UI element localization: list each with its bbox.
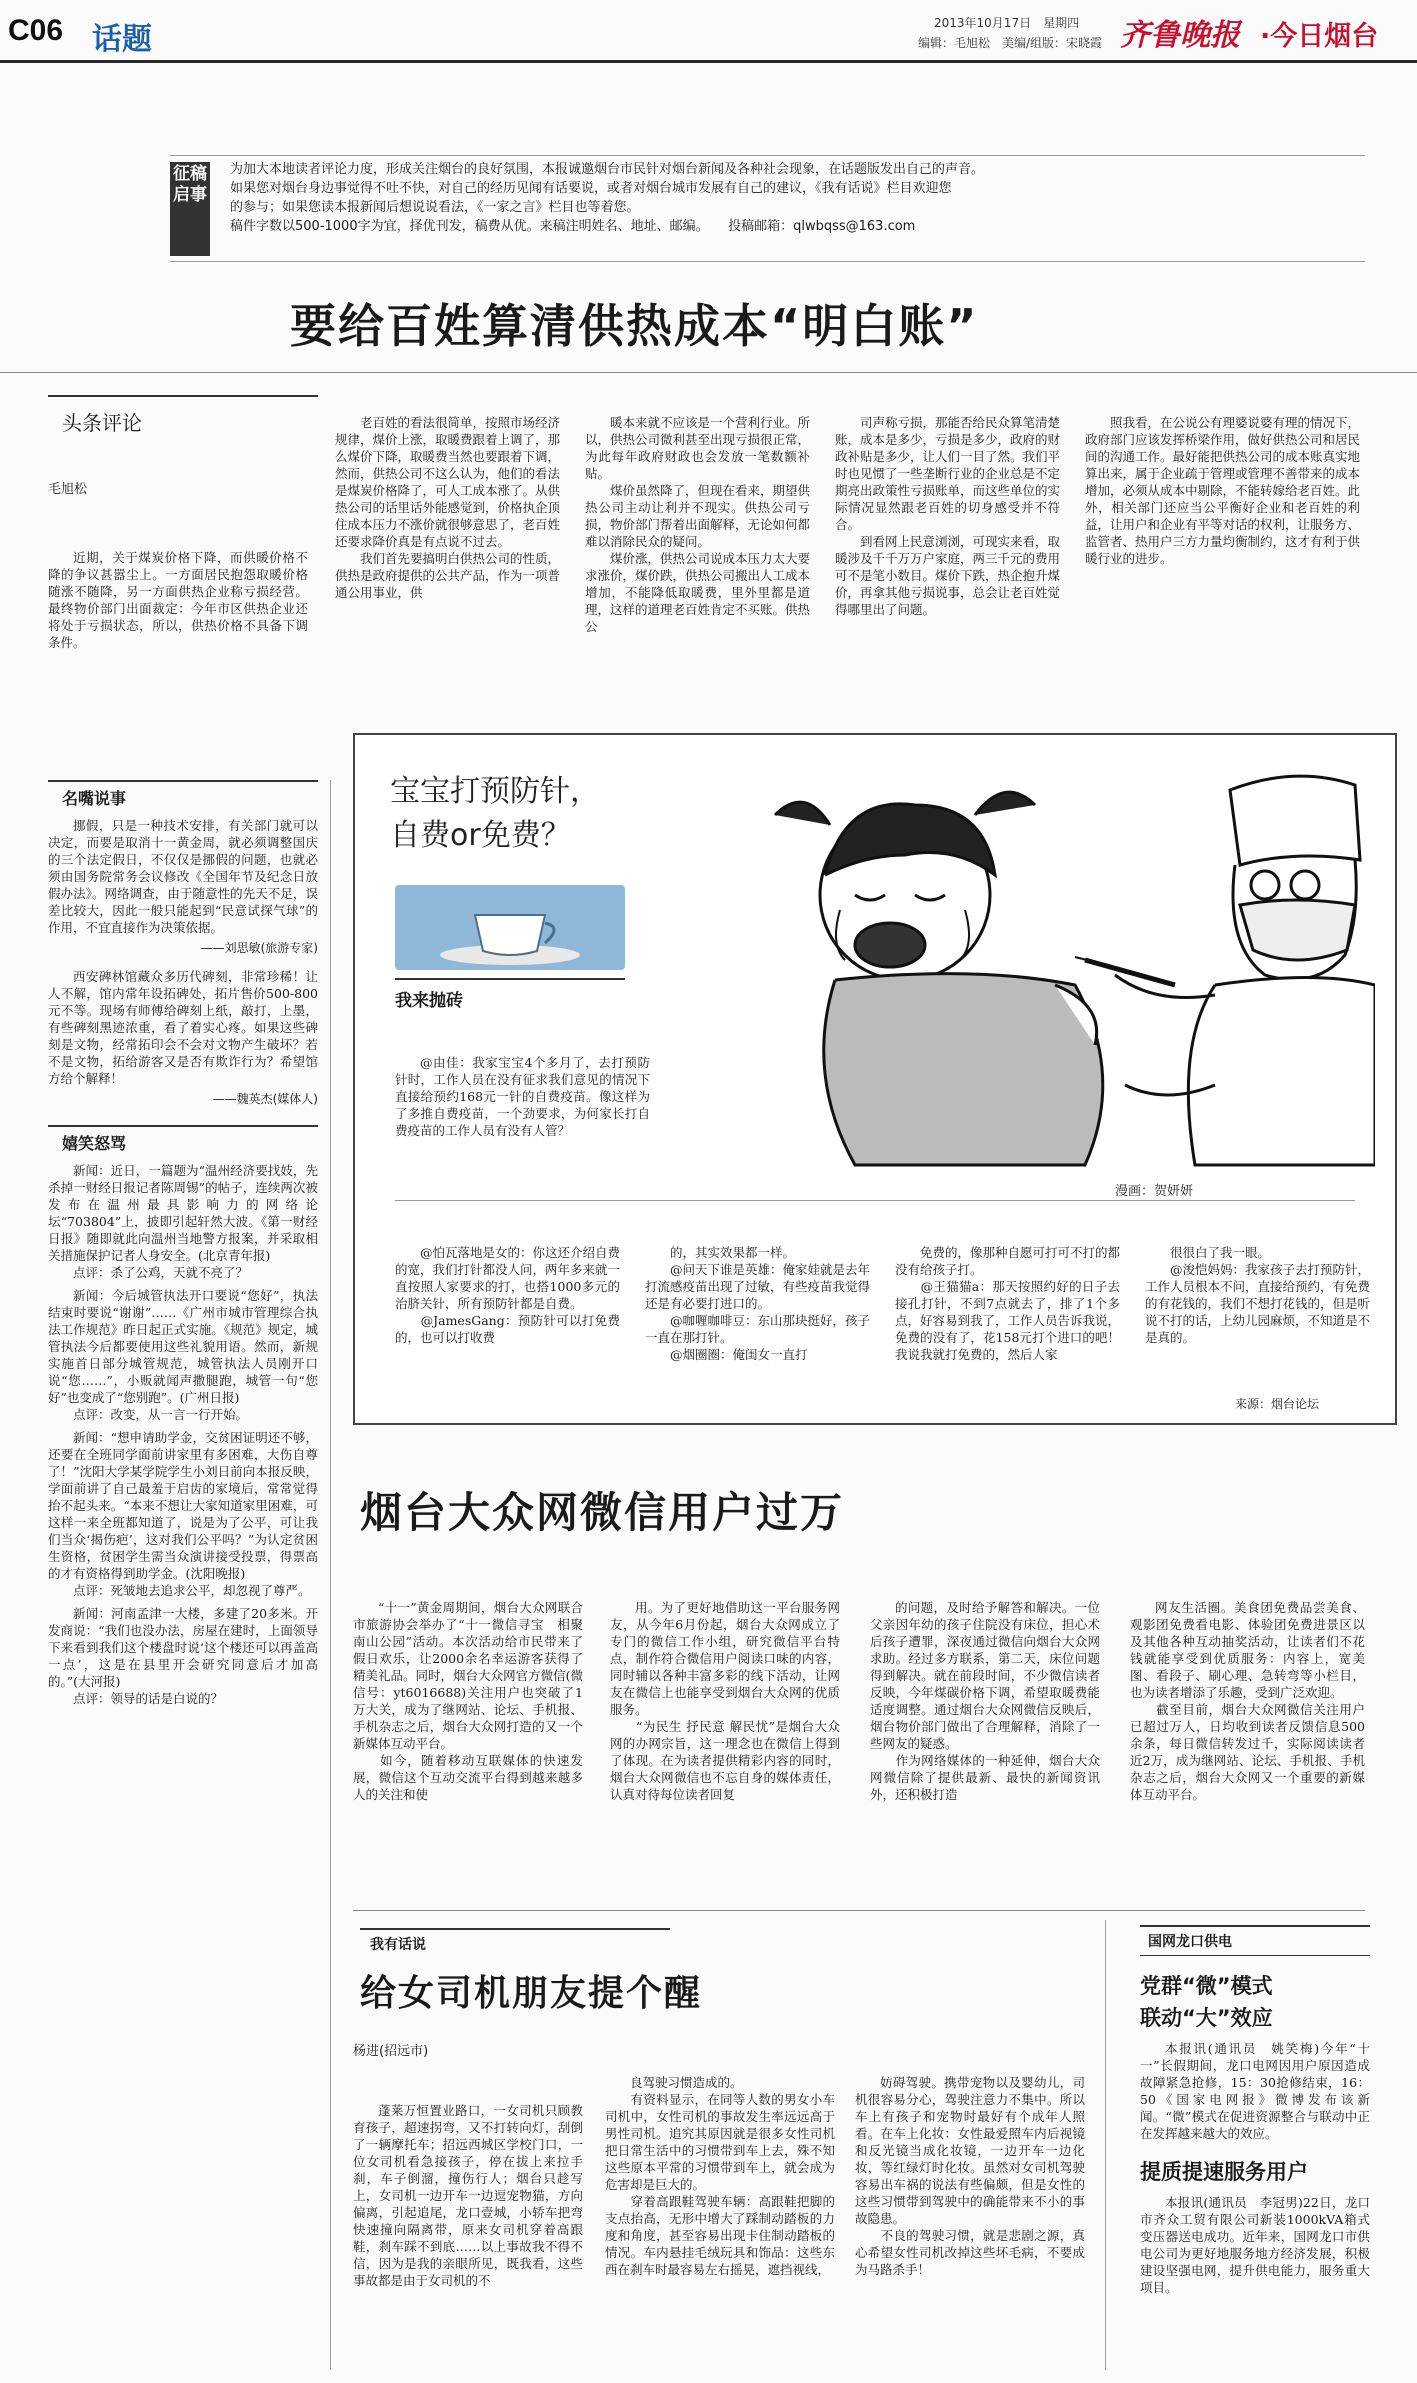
wechat-title: 烟台大众网微信用户过万 bbox=[360, 1488, 845, 1537]
mingzui-text-2: 西安碑林馆藏众多历代碑刻，非常珍稀！让人不解，馆内常年设拓碑处，拓片售价500-800元不等。现场有师傅给碑刻上纸，敲打，上墨，有些碑刻黑迹浓重，看了着实心疼。如果这些碑刻是文物，经常拓印会不会对文物产生破坏？若不是文物，拓给游客又是否有欺诈行为？希望馆方给个解释！ bbox=[48, 969, 318, 1086]
xixiao-news-1: 新闻：近日，一篇题为“温州经济要找妓，先杀掉一财经日报记者陈周锡”的帖子，连续两次被发布在温州最具影响力的网络论坛“703804”上，披即引起轩然大波。《第一财经日报》随即就此向温州当地警方报案，并采取相关措施保护记者人身安全。(北京青年报) bbox=[48, 1163, 318, 1263]
notice-line: 稿件字数以500-1000字为宜，择优刊发，稿费从优。来稿注明姓名、地址、邮编。 投稿邮箱：qlwbqss@163.com bbox=[230, 219, 916, 234]
vaccination-cartoon bbox=[655, 745, 1375, 1225]
paper-name: 齐鲁晚报 bbox=[1120, 18, 1240, 53]
lead-title-rule bbox=[0, 372, 1417, 373]
notice-line: 的参与；如果您读本报新闻后想说说看法，《一家之言》栏目也等着您。 bbox=[230, 200, 640, 215]
teacup-icon bbox=[395, 885, 625, 970]
comments-col-1: @怕瓦落地是女的：你这还介绍自费的宽，我们打针都没人问，两年多来就一直按照人家要求的打，也搭1000多元的治脐关针，所有预防针都是自费。 @JamesGang：预防针可以打免费的，也可以打收费 bbox=[395, 1245, 620, 1345]
comments-col-3: 免费的，像那种自愿可打可不打的都没有给孩子打。 @王猫猫a：那天按照约好的日子去接孔打针，不到7点就去了，排了1个多点，好容易到我了，工作人员告诉我说，免费的没有了，花158元打个进口的吧！我说我就打免费的，然后人家 bbox=[895, 1245, 1120, 1362]
wechat-rule bbox=[353, 1910, 1365, 1911]
page-number: C06 bbox=[8, 14, 64, 47]
comments-source: 来源：烟台论坛 bbox=[1235, 1397, 1320, 1411]
cartoon-bottom-rule bbox=[395, 1200, 1355, 1201]
left-rail-divider bbox=[330, 780, 331, 2370]
comments-col-4: 很很白了我一眼。 @浚恺妈妈：我家孩子去打预防针，工作人员根本不问，直接给预约，有免费的有花钱的，我们不想打花钱的，但是听说不打的话，上幼儿园麻烦，不知道是不是真的。 bbox=[1145, 1245, 1370, 1345]
cartoon-title: 宝宝打预防针， 自费or免费？ bbox=[390, 774, 600, 853]
driver-author: 杨进(招远市) bbox=[353, 2044, 429, 2059]
power-box bbox=[1140, 1925, 1370, 2296]
lead-col-2: 老百姓的看法很简单，按照市场经济规律，煤价上涨，取暖费跟着上调了，那么煤价下降，取暖费当然也要跟着下调，然而，供热公司不这么认为，他们的看法是煤炭价格降了，可人工成本涨了。从供热公司的话里话外能感觉到，价格执企顶住成本压力不涨价就很够意思了，老百姓还要求降价真是有点说不过去。 我们首先要搞明白供热公司的性质，供热是政府提供的公共产品，作为一项普通公用事业，供 bbox=[335, 415, 560, 600]
xixiao-comment-2: 点评：改变，从一言一行开始。 bbox=[73, 1407, 249, 1422]
driver-col-1: 蓬莱万恒置业路口，一女司机只顾教育孩子，超速拐弯，又不打转向灯，刮倒了一辆摩托车；招远西城区学校门口，一位女司机看急接孩子，停在拔上来拉手刹，车子倒溜，撞伤行人；烟台只趁写上，女司机一边开车一边逗宠物猫，方向偏离，引起追尾，龙口壹城，小轿车把弯快速撞向隔离带，原来女司机穿着高跟鞋，刹车踩不到底……以上事故我不得不信，因为是我的亲眼所见，既我看，这些事故都是由于女司机的不 bbox=[353, 2103, 583, 2288]
wechat-col-4: 网友生活圈。美食团免费品尝美食、观影团免费看电影、体验团免费进景区以及其他各种互动抽奖活动，让读者们不花钱就能享受到优质服务：内容上，宽美图、看段子、刷心理、急转弯等小栏目，也为读者增添了乐趣，受到广泛欢迎。 截至目前，烟台大众网微信关注用户已超过万人，日均收到读者反馈信息500余条，每日微信转发过千，实际阅读读者近2万，成为继网站、论坛、手机报、手机杂志之后，烟台大众网又一个重要的新媒体互动平台。 bbox=[1130, 1600, 1365, 1802]
left-rail bbox=[48, 780, 318, 1707]
issue-date: 2013年10月17日 星期四 bbox=[934, 16, 1080, 30]
driver-col-3: 妨碍驾驶。携带宠物以及婴幼儿，司机很容易分心，驾驶注意力不集中。所以车上有孩子和宠物时最好有个成年人照看。在车上化妆：女性最爱照车内后视镜和反光镜当成化妆镜，一边开车一边化妆，等红绿灯时化妆。虽然对女司机驾驶容易出车祸的说法有些偏颇，但是女性的这些习惯带到驾驶中的确能带来不小的事故隐患。 不良的驾驶习惯，就是悲剧之源，真心希望女性司机改掉这些坏毛病，不要成为马路杀手！ bbox=[855, 2075, 1085, 2277]
xixiao-comment-1: 点评：杀了公鸡，天就不亮了？ bbox=[73, 1265, 249, 1280]
edition-label: 今日烟台 bbox=[1270, 21, 1379, 52]
wechat-col-1: “十一”黄金周期间，烟台大众网联合市旅游协会举办了“十一微信寻宝 相聚南山公园”活动。本次活动给市民带来了假日欢乐，让2000余名幸运游客获得了精美礼品。同时，烟台大众网官方微信(微信号：yt6016688)关注用户也突破了1万大关，成为了继网站、论坛、手机报、手机杂志之后，烟台大众网打造的又一个新媒体互动平台。 如今，随着移动互联媒体的快速发展，微信这个互动交流平台得到越来越多人的关注和使 bbox=[353, 1600, 583, 1802]
lead-col-3: 暖本来就不应该是一个营利行业。所以，供热公司微利甚至出现亏损很正常，为此每年政府财政也会发放一笔数额补贴。 煤价虽然降了，但现在看来，期望供热公司主动让利并不现实。供热公司亏损，物价部门帮着出面解释，无论如何都难以消除民众的疑问。 煤价涨，供热公司说成本压力太大要求涨价，煤价跌，供热公司搬出人工成本增加，不能降低取暖费，里外里都是道理，这样的道理老百姓肯定不买账。供热公 bbox=[585, 415, 810, 634]
edition-name: ·今日烟台 bbox=[1260, 21, 1379, 52]
driver-tag: 我有话说 bbox=[360, 1928, 670, 1954]
notice-line: 如果您对烟台身边事觉得不吐不快，对自己的经历见闻有话要说，或者对烟台城市发展有自己的建议，《我有话说》栏目欢迎您 bbox=[230, 181, 952, 196]
power-para-2: 本报讯(通讯员 李冠男)22日，龙口市齐众工贸有限公司新装1000kVA箱式变压器送电成功。近年来，国网龙口市供电公司为更好地服务地方经济发展，积极建设坚强电网，提升供电能力，服务重大项目。 bbox=[1140, 2195, 1370, 2295]
xixiao-comment-4: 点评：领导的话是白说的？ bbox=[73, 1691, 224, 1706]
comments-col-2: 的，其实效果都一样。 @问天下谁是英雄：俺家娃就是去年打流感疫苗出现了过敏，有些疫苗我觉得还是有必要打进口的。 @咖喱咖啡豆：东山那块挺好，孩子一直在那打针。 @烟圈圈：俺闺女一直打 bbox=[645, 1245, 870, 1362]
notice-line: 为加大本地读者评论力度，形成关注烟台的良好氛围，本报诚邀烟台市民针对烟台新闻及各种社会现象，在话题版发出自己的声音。 bbox=[230, 162, 985, 177]
cartoon-subhead: 我来抛砖 bbox=[395, 978, 625, 1011]
xixiao-news-4: 新闻：河南孟津一大楼，多建了20多米。开发商说：“我们也没办法，房屋在建时，上面领导下来看到我们这个楼盘时说‘这个楼还可以再盖高一点’，这是在县里开会研究同意后才加高的。”(大河报) bbox=[48, 1606, 318, 1689]
cartoon-credit: 漫画：贺妍妍 bbox=[1115, 1184, 1194, 1199]
wechat-col-3: 的问题，及时给予解答和解决。一位父亲因年幼的孩子住院没有床位，担心术后孩子遭罪，深夜通过微信向烟台大众网求助。经过多方联系，第二天，床位问题得到解决。就在前段时间，不少微信读者反映，今年煤碳价格下调，希望取暖费能适度调整。通过烟台大众网微信反映后，烟台物价部门做出了合理解释，消除了一些网友的疑惑。 作为网络媒体的一种延伸，烟台大众网微信除了提供最新、最快的新闻资讯外，还积极打造 bbox=[870, 1600, 1100, 1802]
cartoon-box bbox=[353, 733, 1397, 1425]
xixiao-news-3: 新闻：“想申请助学金，交贫困证明还不够，还要在全班同学面前讲家里有多困难，大伤自尊了！”沈阳大学某学院学生小刘日前向本报反映，学面前讲了自己最羞于启齿的家境后，常常觉得抬不起头来。“本来不想让大家知道家里困难，可这样一来全班都知道了，说是为了公平，可让我们当众‘揭伤疤’，这对我们公平吗？”为认定贫困生资格，贫困学生需当众演讲接受投票，得票高的才有资格得到助学金。(沈阳晚报) bbox=[48, 1430, 318, 1581]
driver-divider bbox=[1105, 1920, 1106, 2370]
teacup-illustration bbox=[395, 885, 625, 970]
power-head-1: 党群“微”模式 联动“大”效应 bbox=[1140, 1974, 1273, 2030]
power-tag: 国网龙口供电 bbox=[1140, 1925, 1370, 1956]
mingzui-text-1: 挪假，只是一种技术安排，有关部门就可以决定，而要是取消十一黄金周，就必须调整国庆的三个法定假日，不仅仅是挪假的问题，也就必须由国务院常务会议修改《全国年节及纪念日放假办法》。网络调查，由于随意性的先天不足，误差比较大，因此一般只能起到“民意试探气球”的作用，不宜直接作为决策依据。 bbox=[48, 818, 318, 935]
driver-title: 给女司机朋友提个醒 bbox=[360, 1973, 703, 2014]
notice-box bbox=[170, 155, 1365, 262]
lead-column-tag bbox=[48, 395, 318, 436]
cartoon-intro: @由佳：我家宝宝4个多月了，去打预防针时，工作人员在没有征求我们意见的情况下直接给预约168元一针的自费疫苗。像这样为了多推自费疫苗，一个劲要求，为何家长打自费疫苗的工作人员有没有人管？ bbox=[395, 1055, 650, 1138]
notice-label: 征稿启事 bbox=[170, 162, 210, 256]
lead-col-5: 照我看，在公说公有理婆说婆有理的情况下，政府部门应该发挥桥梁作用，做好供热公司和居民间的沟通工作。最好能把供热公司的成本账真实地算出来，属于企业疏于管理或管理不善带来的成本增加，必须从成本中剔除，不能转嫁给老百姓。此外，相关部门还应当公平衡好企业和老百姓的利益，让用户和企业有平等对话的权利，让服务方、监管者、热用户三方力量均衡制约，这才有利于供暖行业的进步。 bbox=[1085, 415, 1360, 566]
xixiao-news-2: 新闻：今后城管执法开口要说“您好”，执法结束时要说“谢谢”……《广州市城市管理综合执法工作规范》昨日起正式实施。《规范》规定，城管执法今后都要使用这些礼貌用语。然而，新规实施首日部分城管规范，城管执法人员刚开口说“您……”，小贩就闻声撒腿跑，城管一句“您好”也变成了“您别跑”。(广州日报) bbox=[48, 1288, 318, 1405]
xixiao-comment-3: 点评：死皱地去追求公平，却忽视了尊严。 bbox=[73, 1583, 311, 1598]
lead-title: 要给百姓算清供热成本“明白账” bbox=[290, 299, 979, 353]
xixiao-title: 嬉笑怒骂 bbox=[48, 1125, 318, 1154]
editors-line: 编辑：毛旭松 美编/组版：宋晓霞 bbox=[918, 36, 1103, 50]
lead-col-4: 司声称亏损，那能否给民众算笔清楚账，成本是多少，亏损是多少，政府的财政补贴是多少，让人们一目了然。我们平时也见惯了一些垄断行业的企业总是不定期亮出政策性亏损账单，而这些单位的实际情况显然跟老百姓的切身感受并不符合。 到看网上民意浏浏，可现实来看，取暖涉及千千万万户家庭，两三千元的费用可不是笔小数目。煤价下跌，热企抱升煤价，再拿其他亏损说事，总会让老百姓觉得哪里出了问题。 bbox=[835, 415, 1060, 617]
lead-author: 毛旭松 bbox=[48, 482, 88, 497]
header-rule bbox=[0, 60, 1417, 63]
power-para-1: 本报讯(通讯员 姚笑梅)今年“十一”长假期间，龙口电网因用户原因造成故障紧急抢修，15：30抢修结束，16：50《国家电网报》微博发布该新闻。“微”模式在促进资源整合与联动中正在发挥越来越大的效应。 bbox=[1140, 2041, 1370, 2141]
lead-column-label: 头条评论 bbox=[62, 411, 142, 435]
lead-col-1: 近期，关于煤炭价格下降，而供暖价格不降的争议甚嚣尘上。一方面居民抱怨取暖价格随涨不随降，另一方面供热企业称亏损经营。最终物价部门出面裁定：今年市区供热企业还将处于亏损状态，所以，供热价格不具备下调条件。 bbox=[48, 550, 308, 650]
notice-text bbox=[230, 160, 1360, 236]
section-name: 话题 bbox=[92, 22, 152, 57]
page-header bbox=[0, 0, 1417, 60]
mingzui-sig-2: ——魏英杰(媒体人) bbox=[212, 1092, 318, 1106]
paper-logo bbox=[1120, 10, 1240, 54]
mingzui-title: 名嘴说事 bbox=[48, 780, 318, 809]
mingzui-sig-1: ——刘思敏(旅游专家) bbox=[200, 941, 318, 955]
driver-col-2: 良驾驶习惯造成的。 有资料显示，在同等人数的男女小车司机中，女性司机的事故发生率远远高于男性司机。追究其原因就是很多女性司机把日常生活中的习惯带到车上去，殊不知这些原本平常的习惯带到车上，就会成为危害却是巨大的。 穿着高跟鞋驾驶车辆：高跟鞋把脚的支点抬高，无形中增大了踩制动踏板的力度和角度，甚至容易出现卡住制动踏板的情况。车内悬挂毛绒玩具和饰品：这些东西在刹车时最容易左右摇晃，遮挡视线， bbox=[605, 2075, 835, 2277]
wechat-col-2: 用。为了更好地借助这一平台服务网友，从今年6月份起，烟台大众网成立了专门的微信工作小组，研究微信平台特点，制作符合微信用户阅读口味的内容，同时辅以各种丰富多彩的线下活动，让网友在微信上也能享受到烟台大众网的优质服务。 “为民生 抒民意 解民忧”是烟台大众网的办网宗旨，这一理念也在微信上得到了体现。在为读者提供精彩内容的同时，烟台大众网微信也不忘自身的媒体责任，认真对待每位读者回复 bbox=[610, 1600, 840, 1802]
power-head-2: 提质提速服务用户 bbox=[1140, 2160, 1308, 2184]
